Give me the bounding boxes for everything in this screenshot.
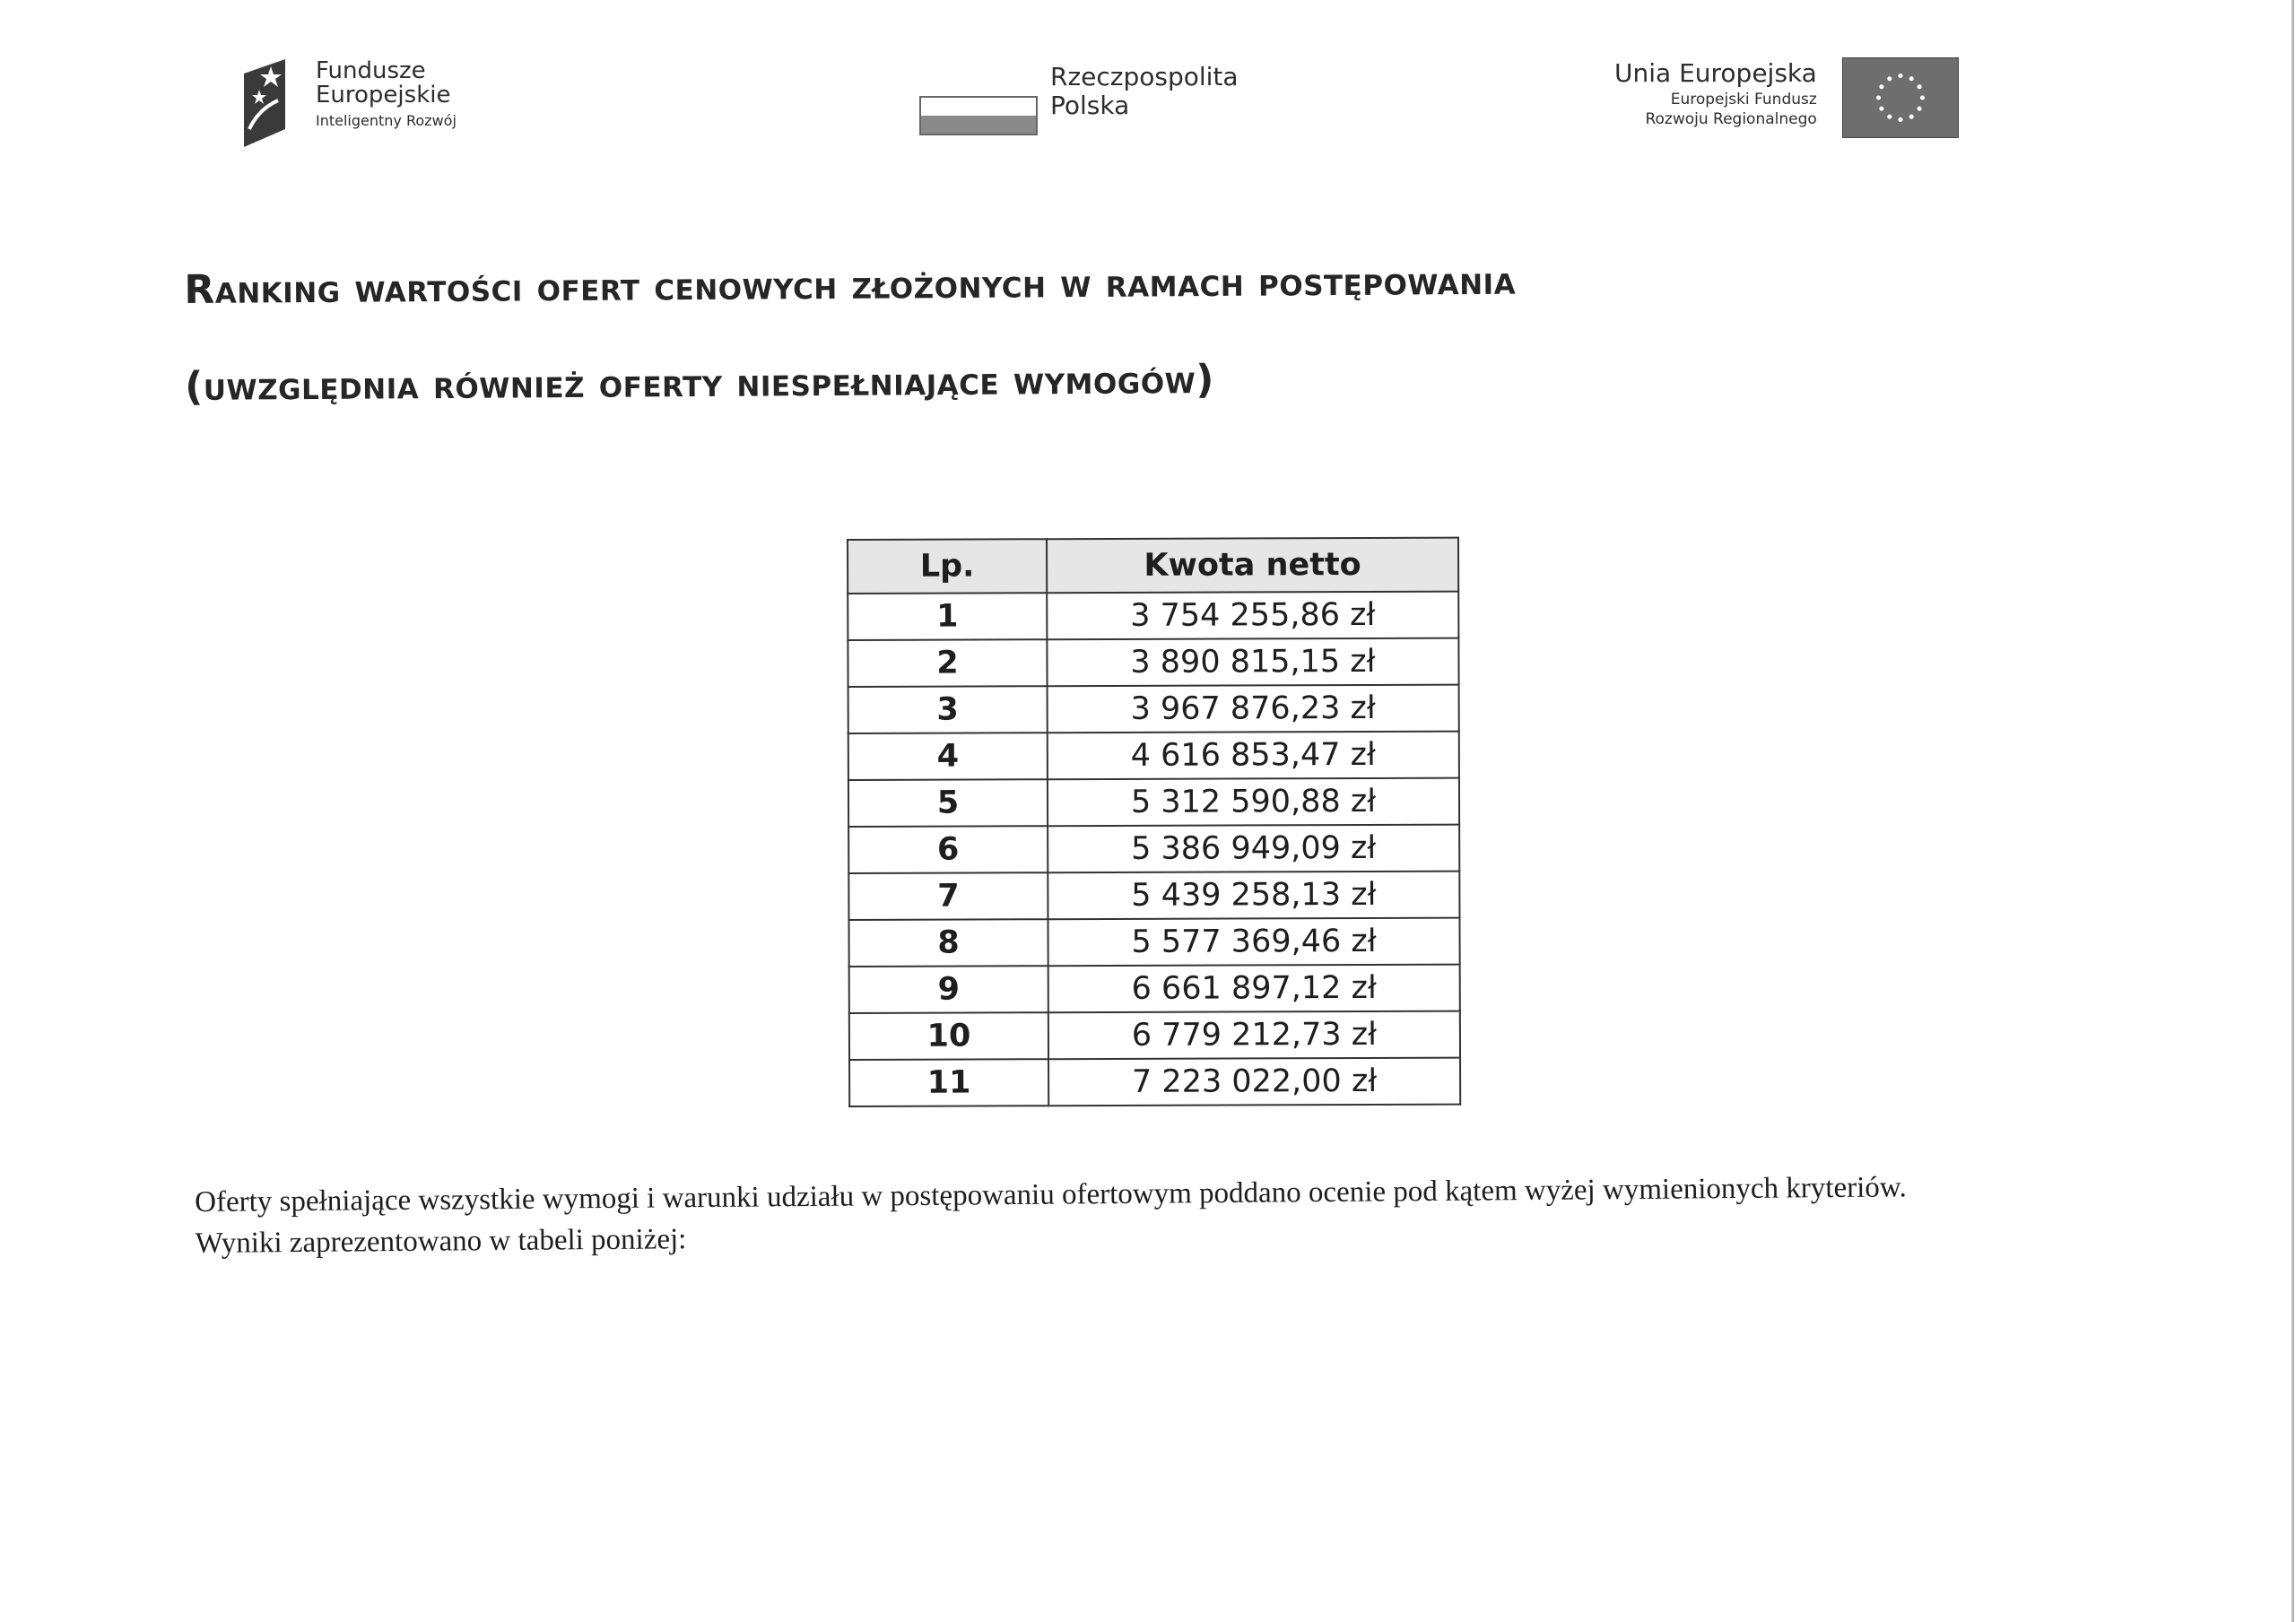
row-amount: 5 577 369,46 zł [1048,918,1459,967]
row-lp: 9 [849,966,1048,1013]
row-amount: 4 616 853,47 zł [1048,732,1459,780]
fundusze-line2: Europejskie [316,82,451,108]
table-row [849,965,1460,1013]
page-title [184,228,2203,436]
fundusze-europejskie-icon [244,59,296,147]
table-row [848,732,1459,780]
row-lp: 4 [848,733,1048,780]
page-edge [2292,0,2294,1622]
header-lp: Lp. [848,539,1047,594]
unia-europejska-logo [1614,57,1959,138]
row-amount: 5 386 949,09 zł [1048,825,1459,873]
table-row [848,918,1459,967]
title-line1: Ranking wartości ofert cenowych złożonych w ramach postępowania [184,257,1517,313]
table-header-row [848,538,1458,594]
table-row [849,1011,1460,1060]
row-lp: 5 [848,779,1048,827]
table-row [848,825,1459,873]
header-amount: Kwota netto [1047,538,1458,594]
rzeczpospolita-line2: Polska [1050,91,1130,120]
table-row [848,638,1458,687]
fundusze-europejskie-logo [244,59,457,147]
unia-line2: Europejski Fundusz [1670,91,1817,108]
row-amount: 3 754 255,86 zł [1047,592,1458,640]
row-amount: 6 779 212,73 zł [1048,1011,1460,1060]
note-line1: Oferty spełniające wszystkie wymogi i warunki udziału w postępowaniu ofertowym poddano ocenie pod kątem wyżej wymienionych kryteriów. [195,1171,1907,1219]
table-row [848,592,1458,640]
ranking-table [847,537,1461,1107]
rzeczpospolita-line1: Rzeczpospolita [1050,62,1239,91]
rzeczpospolita-polska-logo [919,63,1239,135]
fundusze-line1: Fundusze [316,57,426,84]
row-lp: 8 [848,919,1048,967]
row-amount: 6 661 897,12 zł [1048,965,1460,1013]
table-row [848,685,1459,733]
row-amount: 5 312 590,88 zł [1048,778,1459,827]
row-lp: 6 [848,826,1048,873]
row-amount: 3 890 815,15 zł [1047,638,1458,687]
table-row [848,778,1459,827]
row-lp: 2 [848,639,1047,687]
fundusze-line3: Inteligentny Rozwój [316,112,457,129]
row-amount: 7 223 022,00 zł [1048,1058,1460,1106]
unia-line1: Unia Europejska [1614,58,1817,88]
table-row [848,872,1459,920]
row-lp: 10 [849,1012,1048,1060]
unia-line3: Rozwoju Regionalnego [1645,110,1817,128]
row-lp: 7 [848,872,1048,920]
polish-flag-icon [919,96,1038,135]
eu-flag-icon [1842,57,1959,138]
row-amount: 5 439 258,13 zł [1048,872,1459,920]
row-lp: 1 [848,593,1047,640]
title-line2: (uwzględnia również oferty niespełniające wymogów) [184,356,1215,410]
table-row [849,1058,1460,1106]
results-note [195,1164,2213,1264]
row-lp: 3 [848,686,1048,733]
row-amount: 3 967 876,23 zł [1048,685,1459,733]
note-line2: Wyniki zaprezentowano w tabeli poniżej: [195,1223,687,1260]
row-lp: 11 [849,1059,1048,1106]
